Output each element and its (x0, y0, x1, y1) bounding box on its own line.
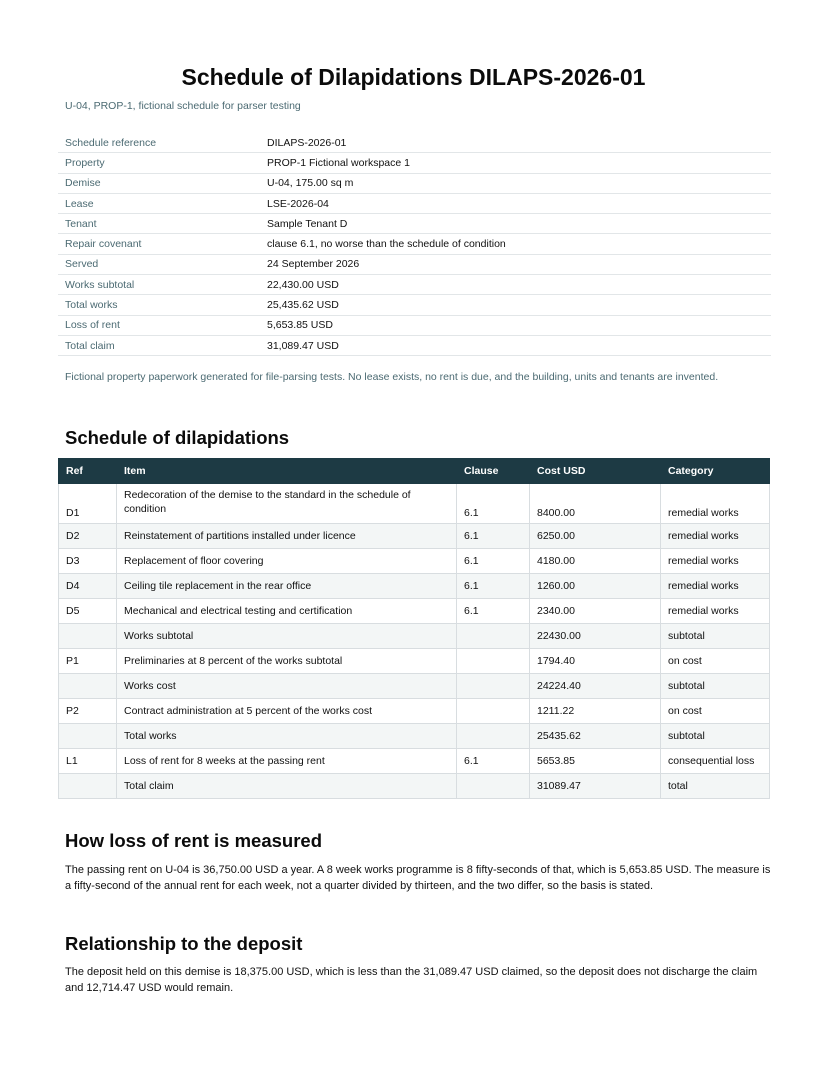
cell-item: Mechanical and electrical testing and certification (117, 599, 457, 624)
summary-value: 25,435.62 USD (260, 295, 771, 315)
summary-key: Property (58, 153, 260, 173)
summary-row (58, 234, 771, 254)
summary-key: Loss of rent (58, 315, 260, 335)
cell-clause (457, 649, 530, 674)
cell-clause: 6.1 (457, 484, 530, 524)
cell-clause: 6.1 (457, 749, 530, 774)
table-header-row (59, 459, 770, 484)
cell-category: subtotal (661, 674, 770, 699)
cell-cost: 25435.62 (530, 724, 661, 749)
summary-row (58, 315, 771, 335)
cell-ref (59, 724, 117, 749)
summary-value: 22,430.00 USD (260, 275, 771, 295)
summary-table (58, 133, 771, 356)
cell-category: total (661, 774, 770, 799)
summary-key: Schedule reference (58, 133, 260, 153)
cell-ref: D3 (59, 549, 117, 574)
cell-item: Works cost (117, 674, 457, 699)
table-row (59, 649, 770, 674)
cell-category: on cost (661, 649, 770, 674)
table-row (59, 484, 770, 524)
cell-ref: L1 (59, 749, 117, 774)
summary-key: Total works (58, 295, 260, 315)
column-header-cost: Cost USD (530, 459, 661, 484)
summary-row (58, 133, 771, 153)
summary-row (58, 153, 771, 173)
summary-value: 5,653.85 USD (260, 315, 771, 335)
cell-clause: 6.1 (457, 599, 530, 624)
cell-category: remedial works (661, 574, 770, 599)
cell-cost: 1260.00 (530, 574, 661, 599)
table-row (59, 674, 770, 699)
cell-category: remedial works (661, 484, 770, 524)
cell-ref (59, 624, 117, 649)
deposit-heading: Relationship to the deposit (65, 933, 303, 954)
column-header-ref: Ref (59, 459, 117, 484)
summary-value: 24 September 2026 (260, 254, 771, 274)
cell-ref: P1 (59, 649, 117, 674)
cell-clause: 6.1 (457, 549, 530, 574)
summary-key: Tenant (58, 214, 260, 234)
cell-cost: 1794.40 (530, 649, 661, 674)
cell-item: Loss of rent for 8 weeks at the passing rent (117, 749, 457, 774)
cell-item: Contract administration at 5 percent of the works cost (117, 699, 457, 724)
summary-row (58, 335, 771, 355)
cell-item: Total works (117, 724, 457, 749)
table-row (59, 624, 770, 649)
cell-clause (457, 674, 530, 699)
table-row (59, 749, 770, 774)
cell-item: Redecoration of the demise to the standard in the schedule of condition (117, 484, 457, 524)
cell-category: remedial works (661, 524, 770, 549)
summary-value: U-04, 175.00 sq m (260, 173, 771, 193)
cell-clause (457, 774, 530, 799)
summary-key: Lease (58, 193, 260, 213)
cell-category: subtotal (661, 724, 770, 749)
summary-key: Demise (58, 173, 260, 193)
summary-key: Total claim (58, 335, 260, 355)
cell-ref: D5 (59, 599, 117, 624)
cell-item: Replacement of floor covering (117, 549, 457, 574)
cell-cost: 5653.85 (530, 749, 661, 774)
cell-item: Preliminaries at 8 percent of the works subtotal (117, 649, 457, 674)
summary-key: Works subtotal (58, 275, 260, 295)
fictional-notice: Fictional property paperwork generated for file-parsing tests. No lease exists, no rent is due, and the building, units and tenants are invented. (65, 371, 719, 383)
cell-ref: D1 (59, 484, 117, 524)
loss-of-rent-paragraph: The passing rent on U-04 is 36,750.00 USD a year. A 8 week works programme is 8 fifty-seconds of that, which is 5,653.85 USD. The measure is a fifty-second of the annual rent for each week, not a quarter divided by thirteen, and the two differ, so the basis is stated. (65, 864, 771, 892)
document-subtitle: U-04, PROP-1, fictional schedule for parser testing (65, 100, 301, 112)
cell-category: on cost (661, 699, 770, 724)
summary-value: clause 6.1, no worse than the schedule of condition (260, 234, 771, 254)
cell-clause (457, 724, 530, 749)
summary-key: Repair covenant (58, 234, 260, 254)
table-row (59, 724, 770, 749)
cell-cost: 24224.40 (530, 674, 661, 699)
summary-row (58, 193, 771, 213)
cell-category: remedial works (661, 549, 770, 574)
cell-cost: 8400.00 (530, 484, 661, 524)
cell-ref: D4 (59, 574, 117, 599)
cell-clause (457, 624, 530, 649)
cell-category: consequential loss (661, 749, 770, 774)
document-title: Schedule of Dilapidations DILAPS-2026-01 (181, 64, 646, 90)
cell-clause (457, 699, 530, 724)
cell-item: Ceiling tile replacement in the rear office (117, 574, 457, 599)
cell-clause: 6.1 (457, 524, 530, 549)
loss-of-rent-heading: How loss of rent is measured (65, 830, 323, 851)
table-row (59, 599, 770, 624)
cell-cost: 6250.00 (530, 524, 661, 549)
cell-ref (59, 774, 117, 799)
cell-cost: 4180.00 (530, 549, 661, 574)
summary-value: Sample Tenant D (260, 214, 771, 234)
cell-cost: 2340.00 (530, 599, 661, 624)
cell-cost: 31089.47 (530, 774, 661, 799)
column-header-clause: Clause (457, 459, 530, 484)
cell-ref (59, 674, 117, 699)
summary-value: PROP-1 Fictional workspace 1 (260, 153, 771, 173)
summary-row (58, 275, 771, 295)
table-row (59, 549, 770, 574)
cell-item: Reinstatement of partitions installed under licence (117, 524, 457, 549)
cell-item: Works subtotal (117, 624, 457, 649)
table-row (59, 699, 770, 724)
column-header-item: Item (117, 459, 457, 484)
cell-category: remedial works (661, 599, 770, 624)
table-row (59, 524, 770, 549)
summary-row (58, 295, 771, 315)
table-row (59, 774, 770, 799)
summary-value: 31,089.47 USD (260, 335, 771, 355)
cell-ref: P2 (59, 699, 117, 724)
column-header-category: Category (661, 459, 770, 484)
cell-category: subtotal (661, 624, 770, 649)
summary-value: LSE-2026-04 (260, 193, 771, 213)
summary-row (58, 173, 771, 193)
summary-key: Served (58, 254, 260, 274)
dilapidations-table (58, 458, 770, 799)
cell-ref: D2 (59, 524, 117, 549)
summary-row (58, 254, 771, 274)
cell-cost: 22430.00 (530, 624, 661, 649)
cell-item: Total claim (117, 774, 457, 799)
cell-clause: 6.1 (457, 574, 530, 599)
schedule-heading: Schedule of dilapidations (65, 427, 290, 448)
table-row (59, 574, 770, 599)
deposit-paragraph: The deposit held on this demise is 18,375.00 USD, which is less than the 31,089.47 USD claimed, so the deposit does not discharge the claim and 12,714.47 USD would remain. (65, 966, 758, 994)
summary-value: DILAPS-2026-01 (260, 133, 771, 153)
summary-row (58, 214, 771, 234)
cell-cost: 1211.22 (530, 699, 661, 724)
